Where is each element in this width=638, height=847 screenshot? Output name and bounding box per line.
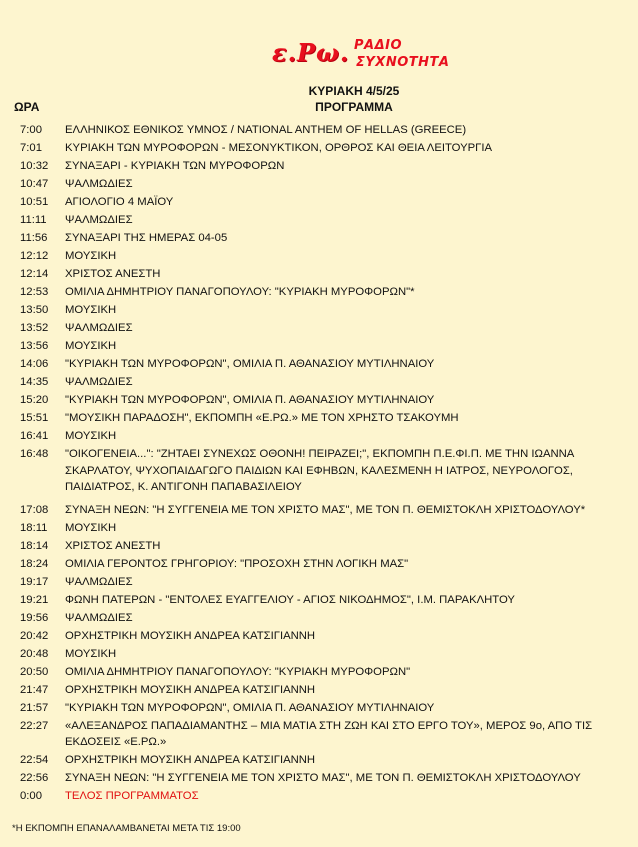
schedule-row [20, 555, 610, 573]
row-time: 14:35 [20, 376, 49, 388]
row-program: ΟΜΙΛΙΑ ΓΕΡΟΝΤΟΣ ΓΡΗΓΟΡΙΟΥ: "ΠΡΟΣΟΧΗ ΣΤΗΝ ΛΟΓΙΚΗ ΜΑΣ" [65, 557, 409, 570]
row-time: 20:42 [20, 629, 49, 642]
footnote: *Η ΕΚΠΟΜΠΗ ΕΠΑΝΑΛΑΜΒΑΝΕΤΑΙ ΜΕΤΑ ΤΙΣ 19:00 [12, 823, 241, 834]
row-program: "ΜΟΥΣΙΚΗ ΠΑΡΑΔΟΣΗ", ΕΚΠΟΜΠΗ «Ε.ΡΩ.» ΜΕ ΤΟΝ ΧΡΗΣΤΟ ΤΣΑΚΟΥΜΗ [65, 412, 459, 424]
schedule-row [20, 265, 610, 283]
date-title: ΚΥΡΙΑΚΗ 4/5/25 [308, 84, 400, 98]
schedule-row [20, 319, 610, 337]
row-program: ΧΡΙΣΤΟΣ ΑΝΕΣΤΗ [65, 268, 161, 280]
row-program: ΣΥΝΑΞΗ ΝΕΩΝ: "Η ΣΥΓΓΕΝΕΙΑ ΜΕ ΤΟΝ ΧΡΙΣΤΟ ΜΑΣ", ΜΕ ΤΟΝ Π. ΘΕΜΙΣΤΟΚΛΗ ΧΡΙΣΤΟΔΟΥΛΟΥ [65, 771, 581, 784]
schedule-list [20, 121, 610, 805]
schedule-row [20, 283, 610, 301]
schedule-row [20, 445, 610, 496]
row-program: ΜΟΥΣΙΚΗ [65, 340, 117, 352]
row-program: ΣΥΝΑΞΑΡΙ ΤΗΣ ΗΜΕΡΑΣ 04-05 [65, 232, 228, 244]
logo-line-frequency: ΣΥΧΝΟΤΗΤΑ [356, 55, 450, 70]
row-program: ΜΟΥΣΙΚΗ [65, 521, 117, 534]
row-program: "ΚΥΡΙΑΚΗ ΤΩΝ ΜΥΡΟΦΟΡΩΝ", ΟΜΙΛΙΑ Π. ΑΘΑΝΑΣΙΟΥ ΜΥΤΙΛΗΝΑΙΟΥ [65, 394, 435, 406]
row-program: ΟΡΧΗΣΤΡΙΚΗ ΜΟΥΣΙΚΗ ΑΝΔΡΕΑ ΚΑΤΣΙΓΙΑΝΝΗ [65, 753, 316, 766]
row-program: ΨΑΛΜΩΔΙΕΣ [65, 376, 133, 388]
row-program: "ΟΙΚΟΓΕΝΕΙΑ...": "ΖΗΤΑΕΙ ΣΥΝΕΧΩΣ ΟΘΟΝΗ! ΠΕΙΡΑΖΕΙ;", ΕΚΠΟΜΠΗ Π.Ε.ΦΙ.Π. ΜΕ ΤΗΝ ΙΩΑΝΝΑ ΣΚΑΡΛΑΤΟΥ, ΨΥΧΟΠΑΙΔΑΓΩΓΟ ΠΑΙΔΙΩΝ ΚΑΙ ΕΦΗΒΩΝ, ΚΑΛΕΣΜΕΝΗ Η ΙΑΤΡΟΣ, ΝΕΥΡΟΛΟΓΟΣ, ΠΑΙΔΙΑΤΡΟΣ, Κ. ΑΝΤΙΓΟΝΗ ΠΑΠΑΒΑΣΙΛΕΙΟΥ [65, 448, 574, 493]
row-program: ΨΑΛΜΩΔΙΕΣ [65, 214, 133, 226]
row-program: ΟΜΙΛΙΑ ΔΗΜΗΤΡΙΟΥ ΠΑΝΑΓΟΠΟΥΛΟΥ: "ΚΥΡΙΑΚΗ ΜΥΡΟΦΟΡΩΝ"* [65, 286, 415, 298]
row-time: 14:06 [20, 358, 49, 370]
row-time: 0:00 [20, 789, 42, 802]
row-program: ΕΛΛΗΝΙΚΟΣ ΕΘΝΙΚΟΣ ΥΜΝΟΣ / NATIONAL ANTHEM OF HELLAS (GREECE) [65, 124, 467, 136]
schedule-row [20, 751, 610, 769]
schedule-row-end [20, 787, 610, 805]
logo-line-radio: ΡΑΔΙΟ [354, 38, 403, 53]
row-time: 17:08 [20, 503, 49, 516]
row-program: ΟΡΧΗΣΤΡΙΚΗ ΜΟΥΣΙΚΗ ΑΝΔΡΕΑ ΚΑΤΣΙΓΙΑΝΝΗ [65, 629, 316, 642]
row-program: ΟΜΙΛΙΑ ΔΗΜΗΤΡΙΟΥ ΠΑΝΑΓΟΠΟΥΛΟΥ: "ΚΥΡΙΑΚΗ ΜΥΡΟΦΟΡΩΝ" [65, 665, 411, 678]
schedule-row [20, 519, 610, 537]
schedule-row [20, 175, 610, 193]
row-program: ΨΑΛΜΩΔΙΕΣ [65, 611, 133, 624]
row-program: «ΑΛΕΞΑΝΔΡΟΣ ΠΑΠΑΔΙΑΜΑΝΤΗΣ – ΜΙΑ ΜΑΤΙΑ ΣΤΗ ΖΩΗ ΚΑΙ ΣΤΟ ΕΡΓΟ ΤΟΥ», ΜΕΡΟΣ 9ο, ΑΠΟ ΤΙΣ ΕΚΔΟΣΕΙΣ «Ε.ΡΩ.» [65, 719, 593, 748]
schedule-row [20, 373, 610, 391]
schedule-row [20, 211, 610, 229]
column-header-program: ΠΡΟΓΡΑΜΜΑ [315, 100, 393, 114]
row-time: 7:01 [20, 142, 42, 154]
row-time: 7:00 [20, 124, 42, 136]
row-time: 10:51 [20, 196, 49, 208]
schedule-row [20, 627, 610, 645]
row-time: 22:27 [20, 719, 49, 732]
row-program: ΜΟΥΣΙΚΗ [65, 250, 117, 262]
row-time: 16:41 [20, 430, 49, 442]
row-program-end: ΤΕΛΟΣ ΠΡΟΓΡΑΜΜΑΤΟΣ [65, 789, 199, 802]
schedule-row [20, 355, 610, 373]
row-program: "ΚΥΡΙΑΚΗ ΤΩΝ ΜΥΡΟΦΟΡΩΝ", ΟΜΙΛΙΑ Π. ΑΘΑΝΑΣΙΟΥ ΜΥΤΙΛΗΝΑΙΟΥ [65, 358, 435, 370]
station-logo [272, 34, 472, 76]
row-program: ΜΟΥΣΙΚΗ [65, 430, 117, 442]
row-program: ΟΡΧΗΣΤΡΙΚΗ ΜΟΥΣΙΚΗ ΑΝΔΡΕΑ ΚΑΤΣΙΓΙΑΝΝΗ [65, 683, 316, 696]
schedule-row [20, 427, 610, 445]
row-time: 12:12 [20, 250, 49, 262]
row-time: 19:17 [20, 575, 49, 588]
schedule-row [20, 699, 610, 717]
row-program: ΨΑΛΜΩΔΙΕΣ [65, 178, 133, 190]
schedule-row [20, 717, 610, 751]
schedule-row [20, 121, 610, 139]
schedule-row [20, 409, 610, 427]
row-program: ΣΥΝΑΞΑΡΙ - ΚΥΡΙΑΚΗ ΤΩΝ ΜΥΡΟΦΟΡΩΝ [65, 160, 285, 172]
schedule-row [20, 301, 610, 319]
schedule-row [20, 139, 610, 157]
schedule-row [20, 645, 610, 663]
row-program: ΚΥΡΙΑΚΗ ΤΩΝ ΜΥΡΟΦΟΡΩΝ - ΜΕΣΟΝΥΚΤΙΚΟΝ, ΟΡΘΡΟΣ ΚΑΙ ΘΕΙΑ ΛΕΙΤΟΥΡΓΙΑ [65, 142, 493, 154]
schedule-row [20, 157, 610, 175]
schedule-row [20, 391, 610, 409]
row-program: ΨΑΛΜΩΔΙΕΣ [65, 575, 133, 588]
row-time: 20:48 [20, 647, 49, 660]
schedule-row [20, 247, 610, 265]
row-program: ΑΓΙΟΛΟΓΙΟ 4 ΜΑΪΟΥ [65, 196, 174, 208]
row-time: 10:32 [20, 160, 49, 172]
schedule-row [20, 663, 610, 681]
schedule-row [20, 537, 610, 555]
row-time: 22:54 [20, 753, 49, 766]
row-time: 11:56 [20, 232, 48, 244]
row-program: ΦΩΝΗ ΠΑΤΕΡΩΝ - "ΕΝΤΟΛΕΣ ΕΥΑΓΓΕΛΙΟΥ - ΑΓΙΟΣ ΝΙΚΟΔΗΜΟΣ", Ι.Μ. ΠΑΡΑΚΛΗΤΟΥ [65, 593, 515, 606]
row-time: 10:47 [20, 178, 49, 190]
schedule-row [20, 501, 610, 519]
row-time: 18:11 [20, 521, 48, 534]
schedule-row [20, 769, 610, 787]
row-time: 13:52 [20, 322, 49, 334]
row-time: 13:56 [20, 340, 49, 352]
row-time: 15:20 [20, 394, 49, 406]
row-program: "ΚΥΡΙΑΚΗ ΤΩΝ ΜΥΡΟΦΟΡΩΝ", ΟΜΙΛΙΑ Π. ΑΘΑΝΑΣΙΟΥ ΜΥΤΙΛΗΝΑΙΟΥ [65, 701, 435, 714]
row-time: 20:50 [20, 665, 49, 678]
row-time: 16:48 [20, 448, 49, 460]
row-time: 21:57 [20, 701, 49, 714]
schedule-row [20, 573, 610, 591]
row-time: 19:56 [20, 611, 49, 624]
row-time: 21:47 [20, 683, 49, 696]
logo-mark: ε.Ρω. [272, 38, 350, 67]
row-time: 19:21 [20, 593, 49, 606]
schedule-row [20, 229, 610, 247]
column-header-time: ΩΡΑ [14, 100, 40, 114]
row-time: 12:14 [20, 268, 49, 280]
row-program: ΨΑΛΜΩΔΙΕΣ [65, 322, 133, 334]
schedule-row [20, 591, 610, 609]
row-time: 13:50 [20, 304, 49, 316]
row-program: ΜΟΥΣΙΚΗ [65, 304, 117, 316]
row-time: 12:53 [20, 286, 49, 298]
row-time: 15:51 [20, 412, 49, 424]
row-program: ΜΟΥΣΙΚΗ [65, 647, 117, 660]
row-program: ΧΡΙΣΤΟΣ ΑΝΕΣΤΗ [65, 539, 161, 552]
row-program: ΣΥΝΑΞΗ ΝΕΩΝ: "Η ΣΥΓΓΕΝΕΙΑ ΜΕ ΤΟΝ ΧΡΙΣΤΟ ΜΑΣ", ΜΕ ΤΟΝ Π. ΘΕΜΙΣΤΟΚΛΗ ΧΡΙΣΤΟΔΟΥΛΟΥ* [65, 503, 586, 516]
row-time: 18:24 [20, 557, 49, 570]
row-time: 11:11 [20, 214, 47, 226]
schedule-row [20, 681, 610, 699]
schedule-row [20, 609, 610, 627]
row-time: 22:56 [20, 771, 49, 784]
row-time: 18:14 [20, 539, 49, 552]
schedule-row [20, 337, 610, 355]
schedule-row [20, 193, 610, 211]
